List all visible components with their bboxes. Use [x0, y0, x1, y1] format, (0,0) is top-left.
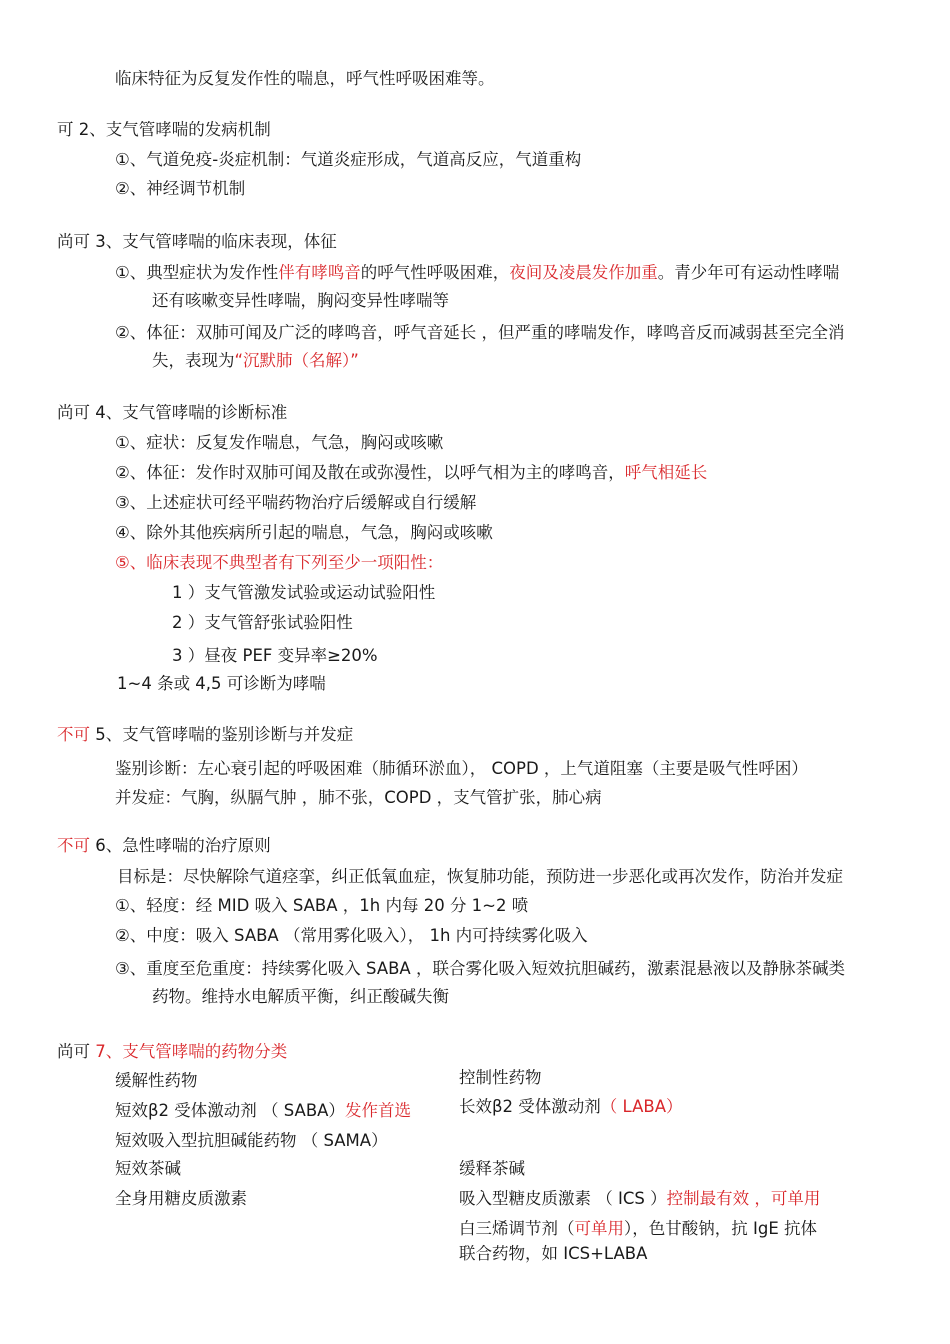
sub-item: 3 ）昼夜 PEF 变异率≥20% [172, 646, 378, 665]
section-5-heading [57, 724, 353, 745]
drug-item [459, 1188, 820, 1209]
list-item: ⑤、临床表现不典型者有下列至少一项阳性： [115, 553, 444, 572]
text-segment: 吸入型糖皮质激素 （ ICS ） [459, 1189, 667, 1208]
text-segment: ②、体征：发作时双肺可闻及散在或弥漫性，以呼气相为主的哮鸣音， [115, 463, 625, 482]
list-item: ②、体征：双肺可闻及广泛的哮鸣音，呼气音延长 ，但严重的哮喘发作，哮鸣音反而减弱甚至完全消 [115, 323, 845, 342]
text-segment: 白三烯调节剂（ [459, 1219, 575, 1238]
drug-item: 缓释茶碱 [459, 1159, 525, 1178]
drug-item: 全身用糖皮质激素 [115, 1189, 247, 1208]
list-item: ②、中度：吸入 SABA （常用雾化吸入）， 1h 内可持续雾化吸入 [115, 926, 588, 945]
drug-item [115, 1100, 411, 1121]
section-7-heading [57, 1041, 287, 1062]
grade-label: 可 [57, 120, 74, 139]
highlight-text: 夜间及凌晨发作加重 [509, 263, 658, 282]
grade-label: 不可 [57, 725, 90, 744]
section-6-heading [57, 835, 271, 856]
grade-label: 尚可 [57, 232, 90, 251]
section-title: 3、支气管哮喘的临床表现，体征 [95, 232, 337, 251]
sub-item: 2 ）支气管舒张试验阳性 [172, 613, 353, 632]
list-item: 并发症：气胸，纵膈气肿 ，肺不张，COPD ，支气管扩张，肺心病 [115, 788, 602, 807]
text-segment: 短效β2 受体激动剂 （ SABA） [115, 1101, 345, 1120]
text-segment: 。青少年可有运动性哮喘 [657, 263, 840, 282]
highlight-text: 控制最有效 ，可单用 [666, 1189, 821, 1208]
highlight-text: 伴有哮鸣音 [278, 263, 361, 282]
text-segment: 长效β2 受体激动剂 [459, 1097, 601, 1116]
list-item: ①、症状：反复发作喘息，气急，胸闷或咳嗽 [115, 433, 444, 452]
grade-label: 尚可 [57, 403, 90, 422]
drug-item: 联合药物，如 ICS+LABA [459, 1244, 648, 1263]
list-item: ④、除外其他疾病所引起的喘息，气急，胸闷或咳嗽 [115, 523, 493, 542]
list-item-continuation [152, 350, 359, 371]
section-title: 4、支气管哮喘的诊断标准 [95, 403, 288, 422]
grade-label: 尚可 [57, 1042, 90, 1061]
list-item [115, 262, 839, 283]
highlight-text: 呼气相延长 [624, 463, 708, 482]
section-title: 7、支气管哮喘的药物分类 [95, 1042, 288, 1061]
reliever-drugs-heading: 缓解性药物 [115, 1071, 198, 1090]
text-segment: 的呼气性呼吸困难， [360, 263, 510, 282]
drug-item [459, 1218, 817, 1239]
section-3-heading [57, 231, 337, 252]
highlight-text: 发作首选 [344, 1101, 411, 1120]
highlight-text: （ LABA） [600, 1097, 683, 1116]
list-item: 鉴别诊断：左心衰引起的呼吸困难（肺循环淤血）， COPD ，上气道阻塞（主要是吸气性呼困） [115, 759, 808, 778]
controller-drugs-heading: 控制性药物 [459, 1068, 542, 1087]
drug-item [459, 1096, 683, 1117]
text-segment: 失，表现为 [152, 351, 235, 370]
list-item: ①、气道免疫-炎症机制：气道炎症形成，气道高反应，气道重构 [115, 150, 582, 169]
list-item-continuation: 药物。维持水电解质平衡，纠正酸碱失衡 [152, 987, 449, 1006]
grade-label: 不可 [57, 836, 90, 855]
highlight-text: 可单用 [574, 1219, 624, 1238]
drug-item: 短效吸入型抗胆碱能药物 （ SAMA） [115, 1131, 388, 1150]
sub-item: 1 ）支气管激发试验或运动试验阳性 [172, 583, 436, 602]
section-title: 6、急性哮喘的治疗原则 [95, 836, 271, 855]
text-segment: ①、典型症状为发作性 [115, 263, 279, 282]
diagnosis-note: 1~4 条或 4,5 可诊断为哮喘 [117, 674, 326, 693]
drug-item: 短效茶碱 [115, 1159, 181, 1178]
list-item: ③、上述症状可经平喘药物治疗后缓解或自行缓解 [115, 493, 477, 512]
highlight-text: “沉默肺（名解）” [234, 351, 359, 370]
list-item: ①、轻度：经 MID 吸入 SABA ，1h 内每 20 分 1~2 喷 [115, 896, 529, 915]
section-4-heading [57, 402, 287, 423]
list-item [115, 462, 707, 483]
section-title: 5、支气管哮喘的鉴别诊断与并发症 [95, 725, 354, 744]
intro-line: 临床特征为反复发作性的喘息，呼气性呼吸困难等。 [115, 69, 495, 88]
section-2-heading [57, 119, 271, 140]
list-item: ②、神经调节机制 [115, 179, 246, 198]
section-title: 2、支气管哮喘的发病机制 [78, 120, 271, 139]
treatment-goal: 目标是：尽快解除气道痉挛，纠正低氧血症，恢复肺功能，预防进一步恶化或再次发作，防治并发症 [117, 867, 843, 886]
list-item: ③、重度至危重度：持续雾化吸入 SABA ，联合雾化吸入短效抗胆碱药，激素混悬液以及静脉茶碱类 [115, 959, 845, 978]
text-segment: ），色甘酸钠，抗 IgE 抗体 [624, 1219, 818, 1238]
list-item-continuation: 还有咳嗽变异性哮喘，胸闷变异性哮喘等 [152, 291, 449, 310]
